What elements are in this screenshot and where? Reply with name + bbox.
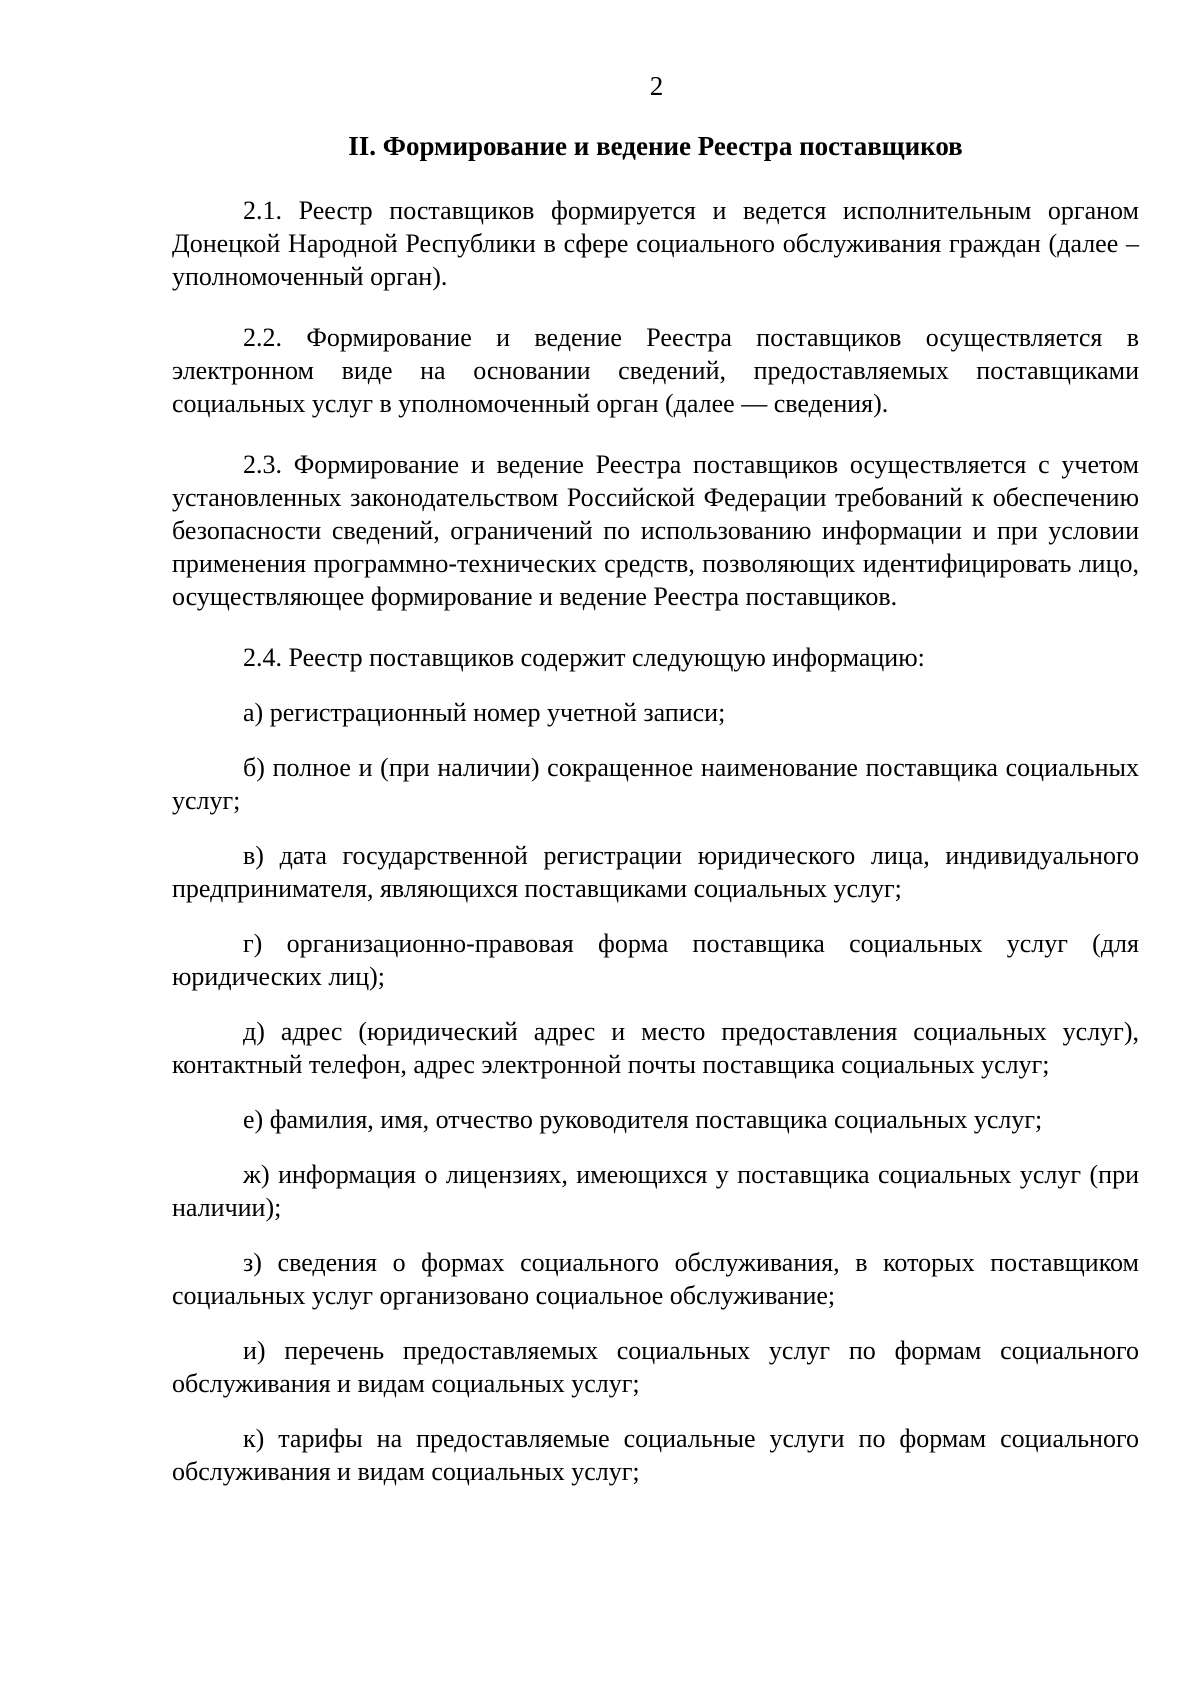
list-item-g: г) организационно-правовая форма поставщика социальных услуг (для юридических лиц); — [172, 929, 1139, 991]
list-item-d: д) адрес (юридический адрес и место предоставления социальных услуг), контактный телефон, адрес электронной почты поставщика социальных услуг; — [172, 1017, 1139, 1079]
list-item-a: а) регистрационный номер учетной записи; — [243, 698, 726, 727]
list-item-zh: ж) информация о лицензиях, имеющихся у поставщика социальных услуг (при наличии); — [172, 1160, 1139, 1222]
list-item-b: б) полное и (при наличии) сокращенное наименование поставщика социальных услуг; — [172, 753, 1139, 815]
paragraph-2-2: 2.2. Формирование и ведение Реестра поставщиков осуществляется в электронном виде на основании сведений, предоставляемых поставщиками социальных услуг в уполномоченный орган (далее — сведения). — [172, 323, 1139, 418]
document-body — [172, 194, 1139, 1510]
paragraph-2-4: 2.4. Реестр поставщиков содержит следующую информацию: — [243, 643, 925, 672]
list-item-e: е) фамилия, имя, отчество руководителя поставщика социальных услуг; — [243, 1105, 1043, 1134]
list-item-z: з) сведения о формах социального обслуживания, в которых поставщиком социальных услуг организовано социальное обслуживание; — [172, 1248, 1139, 1310]
paragraph-2-3: 2.3. Формирование и ведение Реестра поставщиков осуществляется с учетом установленных законодательством Российской Федерации требований к обеспечению безопасности сведений, ограничений по использованию информации и при условии применения программно-технических средств, позволяющих идентифицировать лицо, осуществляющее формирование и ведение Реестра поставщиков. — [172, 450, 1139, 611]
section-heading: II. Формирование и ведение Реестра поставщиков — [348, 131, 963, 161]
list-item-i: и) перечень предоставляемых социальных услуг по формам социального обслуживания и видам социальных услуг; — [172, 1336, 1139, 1398]
page-number: 2 — [649, 71, 664, 101]
list-item-k: к) тарифы на предоставляемые социальные услуги по формам социального обслуживания и видам социальных услуг; — [172, 1424, 1139, 1486]
list-item-v: в) дата государственной регистрации юридического лица, индивидуального предпринимателя, являющихся поставщиками социальных услуг; — [172, 841, 1139, 903]
paragraph-2-1: 2.1. Реестр поставщиков формируется и ведется исполнительным органом Донецкой Народной Республики в сфере социального обслуживания граждан (далее – уполномоченный орган). — [172, 196, 1139, 291]
